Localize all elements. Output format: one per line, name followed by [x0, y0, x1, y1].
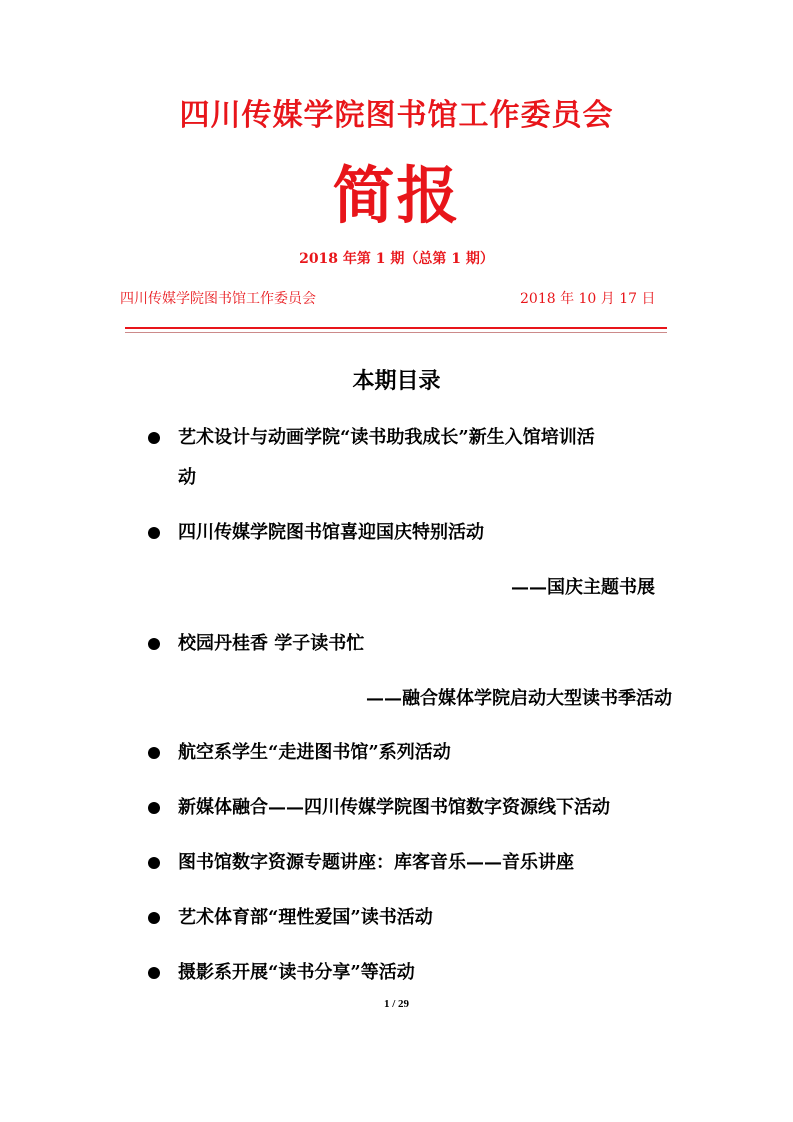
- bullet-icon: [148, 802, 160, 814]
- toc-title: 本期目录: [352, 368, 441, 394]
- bullet-icon: [148, 857, 160, 869]
- page-number: 1 / 29: [383, 998, 410, 1010]
- toc-item-text: 新媒体融合——四川传媒学院图书馆数字资源线下活动: [178, 797, 610, 818]
- toc-item-text: 艺术设计与动画学院“读书助我成长”新生入馆培训活: [178, 427, 595, 448]
- toc-item-subtitle: ——国庆主题书展: [511, 577, 655, 598]
- bullet-icon: [148, 912, 160, 924]
- issuer: 四川传媒学院图书馆工作委员会: [120, 291, 316, 307]
- header-divider-thin: [125, 332, 667, 333]
- toc-item-text-continued: 动: [178, 467, 196, 488]
- org-title: 四川传媒学院图书馆工作委员会: [179, 98, 614, 133]
- header-divider-thick: [125, 327, 667, 329]
- toc-item-text: 图书馆数字资源专题讲座：库客音乐——音乐讲座: [178, 852, 574, 873]
- toc-item-text: 摄影系开展“读书分享”等活动: [178, 962, 415, 983]
- bullet-icon: [148, 747, 160, 759]
- issue-date: 2018 年 10 月 17 日: [520, 291, 656, 307]
- toc-item-text: 校园丹桂香 学子读书忙: [178, 633, 365, 654]
- toc-item-text: 航空系学生“走进图书馆”系列活动: [178, 742, 451, 763]
- bullet-icon: [148, 638, 160, 650]
- toc-item-text: 艺术体育部“理性爱国”读书活动: [178, 907, 433, 928]
- brief-title: 简报: [332, 159, 461, 232]
- bullet-icon: [148, 967, 160, 979]
- toc-item-text: 四川传媒学院图书馆喜迎国庆特别活动: [178, 522, 484, 543]
- bullet-icon: [148, 432, 160, 444]
- issue-number: 2018 年第 1 期（总第 1 期）: [299, 251, 494, 267]
- bullet-icon: [148, 527, 160, 539]
- toc-item-subtitle: ——融合媒体学院启动大型读书季活动: [366, 688, 672, 709]
